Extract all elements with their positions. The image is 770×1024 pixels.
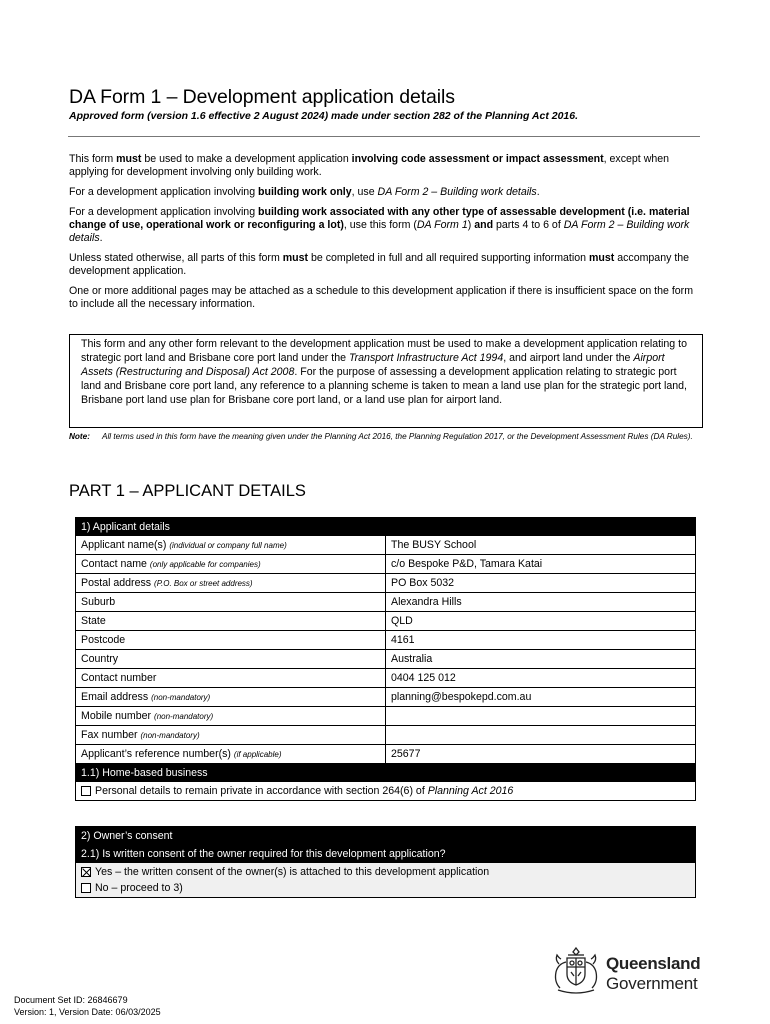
field-label-text: Fax number [81, 729, 138, 741]
owner-question-row [76, 845, 696, 863]
section-header-owner [76, 827, 696, 845]
table-row [76, 631, 696, 650]
field-hint: (only applicable for companies) [149, 560, 261, 569]
field-hint: (non-mandatory) [140, 731, 200, 740]
logo-text-queensland: Queensland [606, 954, 701, 973]
page-title: DA Form 1 – Development application details [69, 86, 455, 108]
field-value[interactable]: The BUSY School [386, 536, 696, 555]
section-header-home-based [76, 764, 696, 782]
owner-options [76, 863, 696, 898]
header-divider [68, 136, 700, 137]
note-text: All terms used in this form have the meaning given under the Planning Act 2016, the Planning Regulation 2017, or the Development Assessment Rules (DA Rules). [102, 432, 693, 441]
part-1-heading: PART 1 – APPLICANT DETAILS [69, 482, 306, 500]
checkbox[interactable] [81, 867, 91, 877]
owner-question: 2.1) Is written consent of the owner required for this development application? [76, 845, 696, 863]
applicant-rows [76, 536, 696, 764]
consent-option[interactable] [81, 864, 690, 880]
field-label [76, 612, 386, 631]
owner-options-row [76, 863, 696, 898]
note-label: Note: [69, 432, 90, 441]
field-value[interactable]: Australia [386, 650, 696, 669]
field-hint: (if applicable) [233, 750, 282, 759]
field-label-text: Contact name [81, 558, 147, 570]
field-label [76, 650, 386, 669]
home-based-row [76, 782, 696, 801]
consent-option[interactable] [81, 880, 690, 896]
field-value[interactable] [386, 726, 696, 745]
field-value[interactable]: 0404 125 012 [386, 669, 696, 688]
field-label [76, 688, 386, 707]
field-label [76, 536, 386, 555]
table-row [76, 536, 696, 555]
field-label-text: Suburb [81, 596, 116, 608]
field-label [76, 574, 386, 593]
field-label-text: Contact number [81, 672, 157, 684]
table-row [76, 669, 696, 688]
table-row [76, 707, 696, 726]
field-label-text: Postal address [81, 577, 152, 589]
section-title: 1.1) Home-based business [76, 764, 696, 782]
queensland-government-logo [548, 942, 708, 998]
checkbox[interactable] [81, 883, 91, 893]
owner-consent-table [75, 826, 696, 898]
field-label-text: Postcode [81, 634, 126, 646]
field-label [76, 555, 386, 574]
intro-paragraph-3: For a development application involving building work associated with any other type of assessable development (i.e. material change of use, operational work or reconfiguring a lot), use this form (DA Form 1) and parts 4 to 6 of DA Form 2 – Building work details. [69, 205, 690, 245]
section-title: 1) Applicant details [76, 518, 696, 536]
field-hint: (non-mandatory) [154, 712, 214, 721]
field-label [76, 593, 386, 612]
section-header-applicant [76, 518, 696, 536]
intro-paragraph-1: This form must be used to make a development application involving code assessment or impact assessment, except when applying for development involving only building work. [69, 153, 670, 179]
port-land-notice: This form and any other form relevant to the development application must be used to make a development application relating to strategic port land and Brisbane core port land under the Transport Infrastructure Act 1994, and airport land under the Airport Assets (Restructuring and Disposal) Act 2008. For the purpose of assessing a development application relating to strategic port land and Brisbane core port land, any reference to a planning scheme is taken to mean a land use plan for the strategic port land, Brisbane port land use plan for Brisbane core port land, or a land use plan for airport land. [69, 334, 703, 428]
field-label-text: State [81, 615, 106, 627]
field-label [76, 707, 386, 726]
field-label-text: Applicant’s reference number(s) [81, 748, 231, 760]
intro-paragraph-4: Unless stated otherwise, all parts of this form must be completed in full and all required supporting information must accompany the development application. [69, 252, 690, 278]
field-value[interactable]: 25677 [386, 745, 696, 764]
consent-option-label: No – proceed to 3) [95, 882, 183, 894]
field-label-text: Email address [81, 691, 149, 703]
field-value[interactable]: 4161 [386, 631, 696, 650]
table-row [76, 688, 696, 707]
field-label [76, 631, 386, 650]
document-set-id: Document Set ID: 26846679 [14, 995, 128, 1005]
field-value[interactable]: c/o Bespoke P&D, Tamara Katai [386, 555, 696, 574]
home-based-option[interactable]: Personal details to remain private in accordance with section 264(6) of Planning Act 2016 [76, 782, 696, 801]
field-hint: (non-mandatory) [151, 693, 211, 702]
version-info: Version: 1, Version Date: 06/03/2025 [14, 1007, 161, 1017]
applicant-details-table [75, 517, 696, 801]
field-value[interactable]: Alexandra Hills [386, 593, 696, 612]
field-value[interactable]: planning@bespokepd.com.au [386, 688, 696, 707]
document-footer [14, 994, 161, 1018]
checkbox[interactable] [81, 786, 91, 796]
table-row [76, 745, 696, 764]
field-label [76, 726, 386, 745]
table-row [76, 650, 696, 669]
field-label-text: Applicant name(s) [81, 539, 167, 551]
logo-text-government: Government [606, 974, 698, 993]
intro-paragraph-5: One or more additional pages may be attached as a schedule to this development application if there is insufficient space on the form to include all the necessary information. [69, 285, 694, 311]
intro-text [69, 153, 701, 318]
form-subtitle: Approved form (version 1.6 effective 2 August 2024) made under section 282 of the Planning Act 2016. [69, 110, 579, 122]
field-hint: (individual or company full name) [169, 541, 287, 550]
table-row [76, 593, 696, 612]
field-label-text: Country [81, 653, 119, 665]
coat-of-arms-icon [548, 942, 604, 998]
section-title: 2) Owner’s consent [76, 827, 696, 845]
field-label [76, 745, 386, 764]
consent-option-label: Yes – the written consent of the owner(s) is attached to this development application [95, 866, 490, 878]
field-value[interactable]: PO Box 5032 [386, 574, 696, 593]
table-row [76, 726, 696, 745]
field-label-text: Mobile number [81, 710, 152, 722]
table-row [76, 555, 696, 574]
field-label [76, 669, 386, 688]
intro-paragraph-2: For a development application involving building work only, use DA Form 2 – Building work details. [69, 186, 540, 198]
field-hint: (P.O. Box or street address) [154, 579, 253, 588]
field-value[interactable]: QLD [386, 612, 696, 631]
table-row [76, 574, 696, 593]
table-row [76, 612, 696, 631]
field-value[interactable] [386, 707, 696, 726]
